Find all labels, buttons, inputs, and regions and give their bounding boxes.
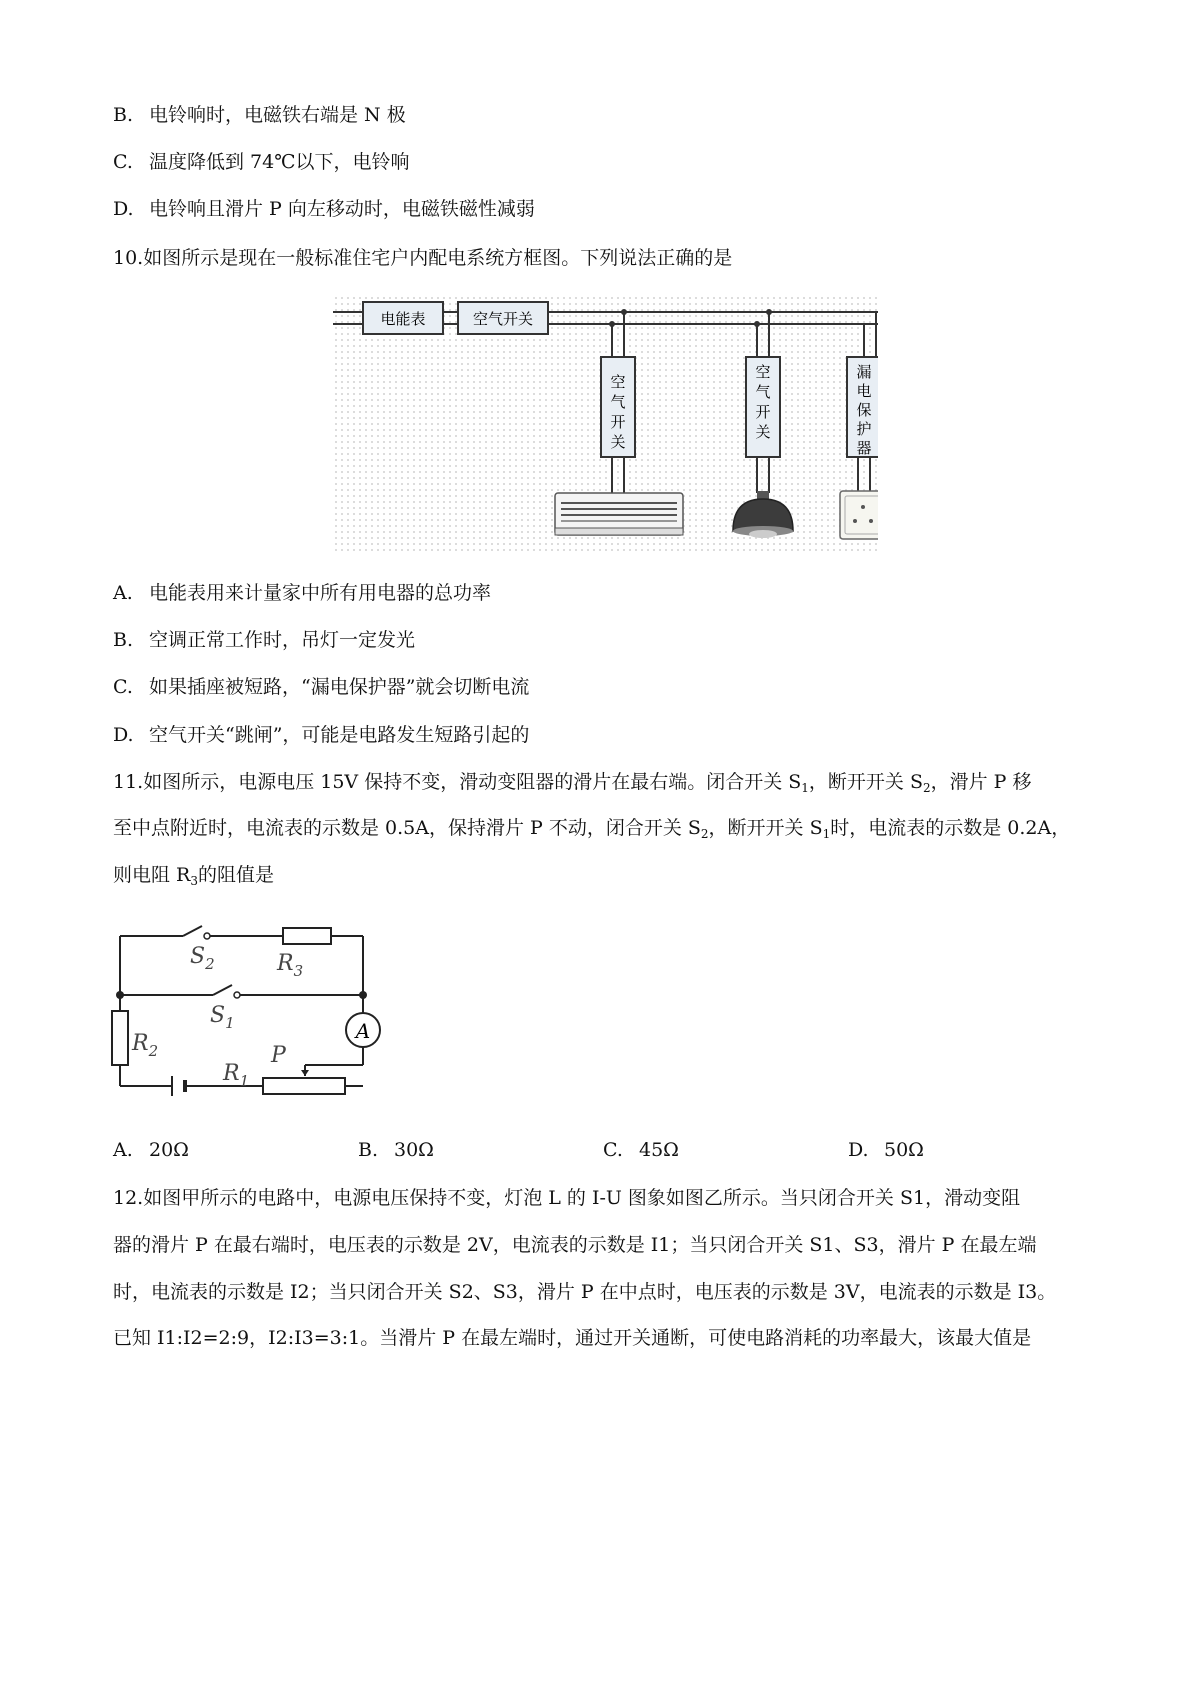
q12-stem-line3: 时，电流表的示数是 I2；当只闭合开关 S2、S3，滑片 P 在中点时，电压表的示数是 3V，电流表的示数是 I3。	[113, 1281, 1057, 1303]
q11-option-a: A. 20Ω	[113, 1139, 189, 1161]
q10-stem: 10.如图所示是现在一般标准住宅户内配电系统方框图。下列说法正确的是	[113, 247, 733, 269]
q10-option-d: D. 空气开关“跳闸”，可能是电路发生短路引起的	[113, 724, 530, 746]
branch3-label-5: 器	[856, 439, 872, 457]
q10-option-a: A. 电能表用来计量家中所有用电器的总功率	[113, 582, 492, 604]
branch1-label-4: 关	[610, 433, 626, 451]
branch2-label-2: 气	[755, 383, 771, 401]
svg-text:S1	[210, 1003, 235, 1032]
svg-text:R2	[131, 1031, 158, 1060]
slider-p-arrow	[301, 1070, 309, 1076]
q11-stem-line1: 11.如图所示，电源电压 15V 保持不变，滑动变阻器的滑片在最右端。闭合开关 $S_1$，断开开关 $S_2$，滑片 P 移	[113, 771, 1032, 795]
branch3-label-3: 保	[856, 401, 872, 419]
branch3-label-2: 电	[856, 382, 872, 400]
q11-option-b: B. 30Ω	[358, 1139, 434, 1161]
q9-option-c: C. 温度降低到 74℃以下，电铃响	[113, 151, 410, 173]
s1-sub: 1	[225, 1014, 235, 1032]
r2-resistor	[112, 1011, 128, 1065]
branch3-label-4: 护	[856, 420, 872, 438]
wall-socket-icon	[840, 491, 878, 539]
r3-sub: 3	[293, 962, 304, 980]
r1-rheostat	[263, 1078, 345, 1094]
r2-label: R	[132, 1031, 149, 1056]
r1-label: R	[223, 1061, 240, 1086]
r3-label: R	[277, 951, 294, 976]
s1-label: S	[210, 1003, 226, 1028]
r3-resistor	[283, 928, 331, 944]
branch2-label-3: 开	[755, 403, 771, 421]
s2-label: S	[190, 944, 206, 969]
q10-option-b: B. 空调正常工作时，吊灯一定发光	[113, 629, 416, 651]
s2-sub: 2	[205, 955, 215, 973]
branch1-label-2: 气	[610, 393, 626, 411]
q12-stem-line1: 12.如图甲所示的电路中，电源电压保持不变，灯泡 L 的 I-U 图象如图乙所示。当只闭合开关 S1，滑动变阻	[113, 1187, 1021, 1209]
p-label: P	[271, 1043, 286, 1068]
svg-text:R3	[276, 951, 303, 980]
q11-option-d: D. 50Ω	[848, 1139, 924, 1161]
q10-distribution-figure	[333, 295, 878, 551]
svg-text:S2	[190, 944, 215, 973]
q11-option-c: C. 45Ω	[603, 1139, 679, 1161]
q11-circuit-figure	[105, 910, 390, 1110]
pendant-lamp-icon	[733, 491, 793, 538]
q9-option-b: B. 电铃响时，电磁铁右端是 N 极	[113, 104, 406, 126]
q10-distribution-diagram	[333, 295, 878, 551]
q11-stem-line2: 至中点附近时，电流表的示数是 0.5A，保持滑片 P 不动，闭合开关 $S_2$，断开开关 $S_1$时，电流表的示数是 0.2A，	[113, 817, 1071, 841]
r2-sub: 2	[148, 1042, 159, 1060]
q11-stem-line3: 则电阻 $R_3$的阻值是	[113, 864, 275, 888]
q11-circuit-diagram	[105, 910, 390, 1110]
q12-stem-line2: 器的滑片 P 在最右端时，电压表的示数是 2V，电流表的示数是 I1；当只闭合开关 S1、S3，滑片 P 在最左端	[113, 1234, 1037, 1256]
branch3-label-1: 漏	[856, 363, 872, 381]
branch2-label-1: 空	[755, 363, 771, 381]
air-conditioner-icon	[555, 493, 683, 535]
q12-stem-line4: 已知 I1:I2=2:9，I2:I3=3:1。当滑片 P 在最左端时，通过开关通断，可使电路消耗的功率最大，该最大值是	[113, 1327, 1032, 1349]
ammeter-label: A	[355, 1019, 371, 1043]
branch1-label-1: 空	[610, 373, 626, 391]
q10-option-c: C. 如果插座被短路，“漏电保护器”就会切断电流	[113, 676, 530, 698]
q9-option-d: D. 电铃响且滑片 P 向左移动时，电磁铁磁性减弱	[113, 198, 535, 220]
r1-sub: 1	[239, 1072, 250, 1090]
branch2-label-4: 关	[755, 423, 771, 441]
meter-label: 电能表	[380, 310, 426, 328]
svg-text:R1	[222, 1061, 249, 1090]
main-switch-label: 空气开关	[472, 310, 534, 328]
branch1-label-3: 开	[610, 413, 626, 431]
